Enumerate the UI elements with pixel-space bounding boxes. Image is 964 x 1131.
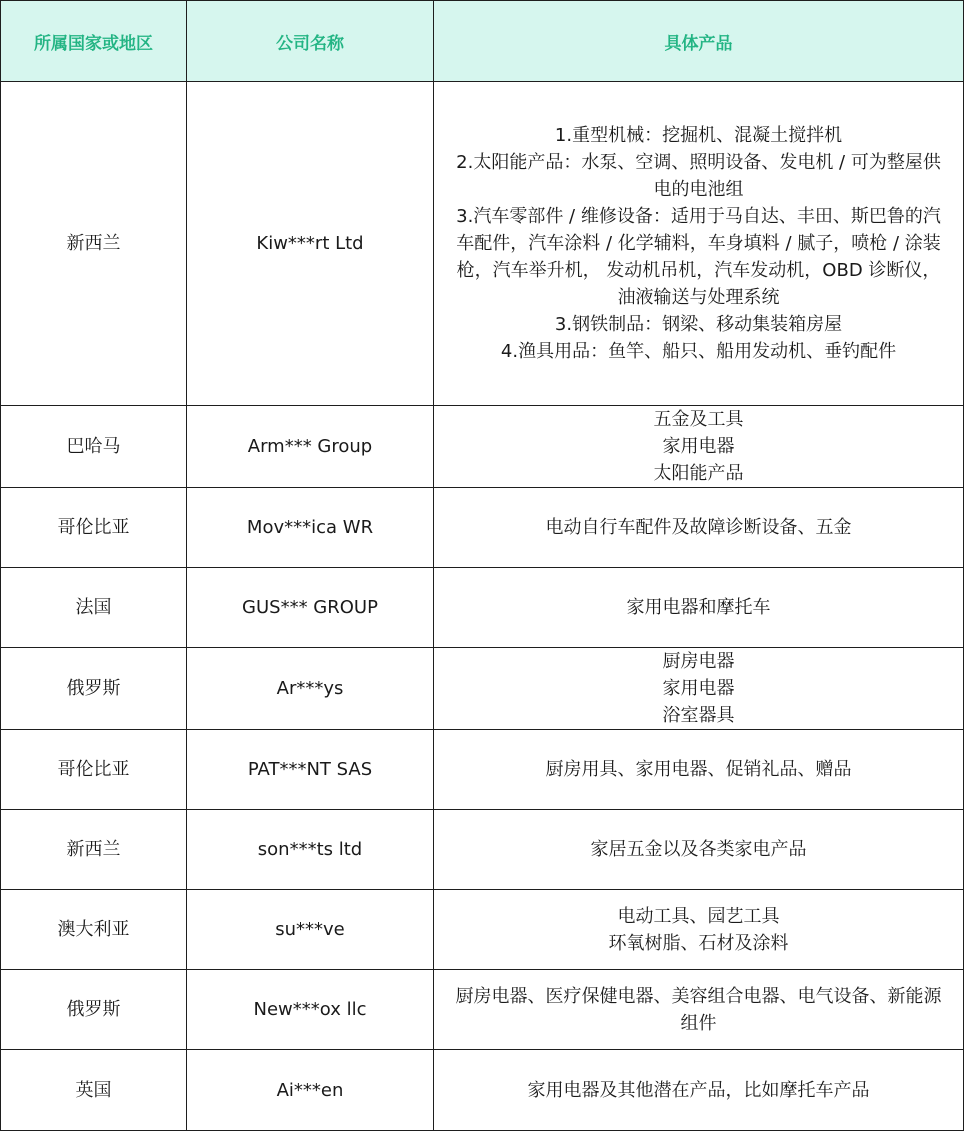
product-line: 厨房用具、家用电器、促销礼品、赠品 (545, 759, 852, 780)
cell-products (434, 810, 964, 890)
product-line: 枪，汽车举升机， 发动机吊机，汽车发动机，OBD 诊断仪， (456, 260, 941, 281)
cell-products (434, 488, 964, 568)
cell-country: 俄罗斯 (1, 970, 187, 1050)
header-country: 所属国家或地区 (1, 1, 187, 82)
cell-company: Ai***en (187, 1050, 434, 1131)
product-line: 3.钢铁制品：钢梁、移动集装箱房屋 (554, 314, 843, 335)
table-row (1, 488, 964, 568)
product-line: 浴室器具 (662, 705, 735, 726)
table-row (1, 810, 964, 890)
product-line: 油液输送与处理系统 (617, 287, 780, 308)
cell-products (434, 82, 964, 406)
cell-products (434, 890, 964, 970)
cell-company: PAT***NT SAS (187, 730, 434, 810)
product-line: 家用电器 (662, 678, 735, 699)
product-line: 1.重型机械：挖掘机、混凝土搅拌机 (554, 125, 843, 146)
cell-country: 英国 (1, 1050, 187, 1131)
product-line: 电的电池组 (653, 179, 744, 200)
product-line: 五金及工具 (653, 409, 744, 430)
product-line: 家用电器及其他潜在产品，比如摩托车产品 (527, 1079, 870, 1101)
product-line: 车配件，汽车涂料 / 化学辅料，车身填料 / 腻子，喷枪 / 涂装 (456, 233, 941, 254)
cell-country: 俄罗斯 (1, 648, 187, 730)
product-line: 组件 (680, 1012, 717, 1034)
cell-company: Arm*** Group (187, 406, 434, 488)
product-line: 家用电器和摩托车 (626, 597, 771, 618)
header-company: 公司名称 (187, 1, 434, 82)
cell-company: GUS*** GROUP (187, 568, 434, 648)
cell-company: New***ox llc (187, 970, 434, 1050)
product-line: 2.太阳能产品：水泵、空调、照明设备、发电机 / 可为整屋供 (456, 152, 941, 173)
cell-country: 哥伦比亚 (1, 730, 187, 810)
cell-products (434, 406, 964, 488)
cell-country: 澳大利亚 (1, 890, 187, 970)
product-line: 家用电器 (662, 436, 735, 457)
table-row (1, 648, 964, 730)
cell-company: Ar***ys (187, 648, 434, 730)
cell-country: 新西兰 (1, 810, 187, 890)
product-line: 厨房电器、医疗保健电器、美容组合电器、电气设备、新能源 (455, 985, 942, 1007)
cell-products (434, 648, 964, 730)
table-row (1, 406, 964, 488)
cell-company: Mov***ica WR (187, 488, 434, 568)
cell-country: 哥伦比亚 (1, 488, 187, 568)
cell-country: 新西兰 (1, 82, 187, 406)
table-header-row (1, 1, 964, 82)
product-line: 4.渔具用品：鱼竿、船只、船用发动机、垂钓配件 (500, 341, 897, 362)
table-row (1, 730, 964, 810)
cell-products (434, 1050, 964, 1131)
header-products: 具体产品 (434, 1, 964, 82)
table-row (1, 1050, 964, 1131)
product-line: 太阳能产品 (653, 463, 744, 484)
product-line: 厨房电器 (662, 651, 735, 672)
cell-products (434, 970, 964, 1050)
table-row (1, 890, 964, 970)
cell-company: su***ve (187, 890, 434, 970)
cell-products (434, 730, 964, 810)
cell-country: 法国 (1, 568, 187, 648)
product-line: 电动自行车配件及故障诊断设备、五金 (545, 517, 852, 538)
product-line: 3.汽车零部件 / 维修设备：适用于马自达、丰田、斯巴鲁的汽 (456, 206, 941, 227)
cell-company: son***ts ltd (187, 810, 434, 890)
product-line: 环氧树脂、石材及涂料 (608, 932, 789, 954)
cell-country: 巴哈马 (1, 406, 187, 488)
product-line: 家居五金以及各类家电产品 (590, 839, 807, 860)
product-line: 电动工具、园艺工具 (617, 905, 780, 927)
table-row (1, 82, 964, 406)
cell-company: Kiw***rt Ltd (187, 82, 434, 406)
table-row (1, 970, 964, 1050)
table-row (1, 568, 964, 648)
cell-products (434, 568, 964, 648)
